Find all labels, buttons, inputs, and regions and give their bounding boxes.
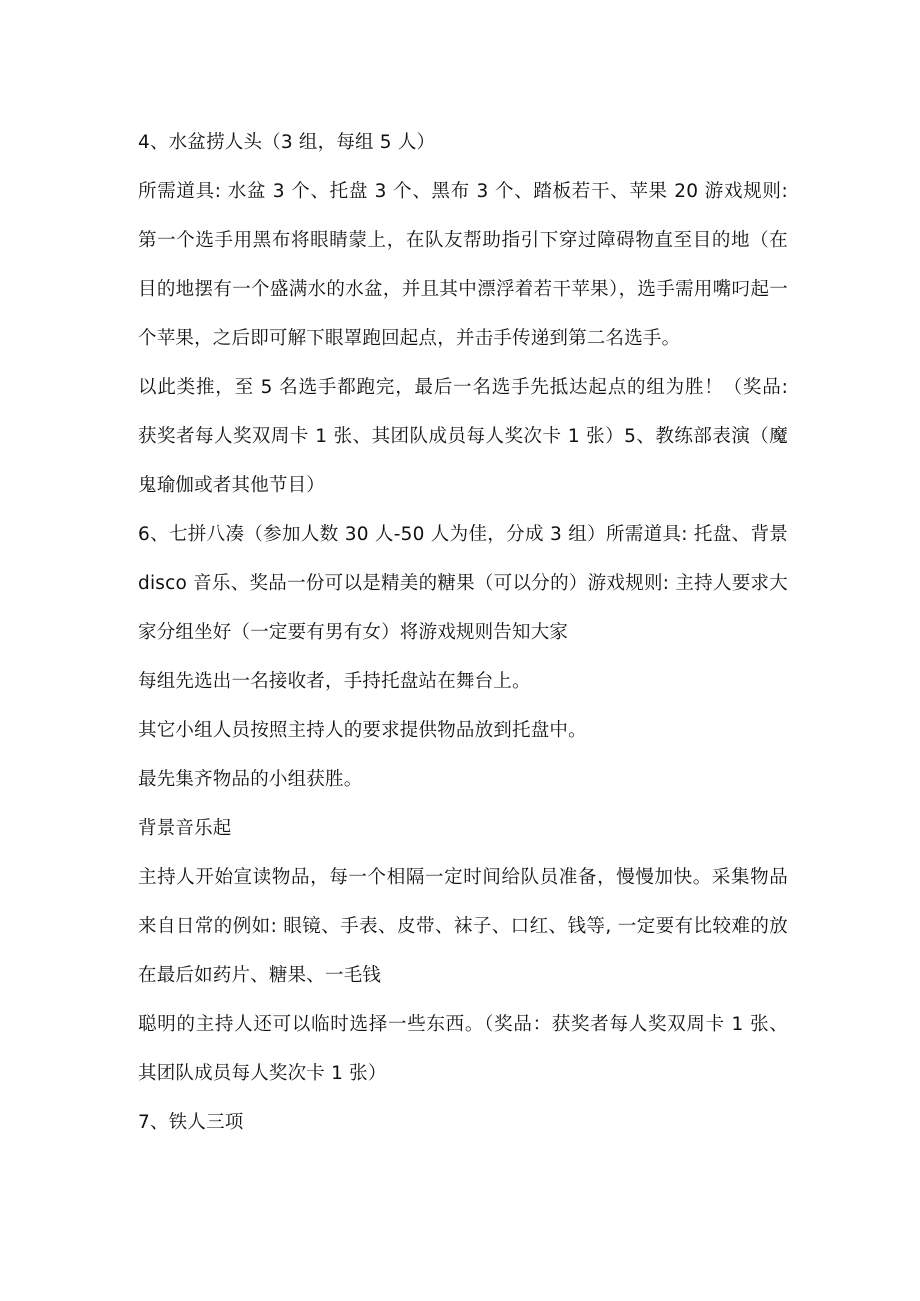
section-heading-7: 7、铁人三项 [138, 1112, 244, 1133]
paragraph-winning-group: 最先集齐物品的小组获胜。 [138, 769, 363, 790]
paragraph-winner-and-prizes: 以此类推，至 5 名选手都跑完，最后一名选手先抵达起点的组为胜！（奖品: 获奖者每人奖双周卡 1 张、其团队成员每人奖次卡 1 张）5、教练部表演（魔鬼瑜伽或者其他节目） [138, 377, 788, 496]
paragraph-host-reading: 主持人开始宣读物品，每一个相隔一定时间给队员准备，慢慢加快。采集物品来自日常的例如: 眼镜、手表、皮带、袜子、口红、钱等, 一定要有比较难的放在最后如药片、糖果、一毛钱 [138, 867, 788, 986]
paragraph-game-6-intro: 6、七拼八凑（参加人数 30 人-50 人为佳，分成 3 组）所需道具: 托盘、背景 disco 音乐、奖品一份可以是精美的糖果（可以分的）游戏规则: 主持人要求大家分组坐好（一定要有男有女）将游戏规则告知大家 [138, 524, 788, 643]
paragraph-host-extra: 聪明的主持人还可以临时选择一些东西。（奖品：获奖者每人奖双周卡 1 张、其团队成员每人奖次卡 1 张） [138, 1014, 788, 1084]
paragraph-music: 背景音乐起 [138, 818, 232, 839]
section-heading-4: 4、水盆捞人头（3 组，每组 5 人） [138, 132, 436, 153]
paragraph-group-members: 其它小组人员按照主持人的要求提供物品放到托盘中。 [138, 720, 587, 741]
paragraph-props-and-rules: 所需道具: 水盆 3 个、托盘 3 个、黑布 3 个、踏板若干、苹果 20 游戏规则: 第一个选手用黑布将眼睛蒙上，在队友帮助指引下穿过障碍物直至目的地（在目的地摆有一个盛满水的水盆，并且其中漂浮着若干苹果），选手需用嘴叼起一个苹果，之后即可解下眼罩跑回起点，并击手传递到第二名选手。 [138, 181, 788, 349]
paragraph-receiver: 每组先选出一名接收者，手持托盘站在舞台上。 [138, 671, 531, 692]
document-page [138, 118, 788, 1147]
